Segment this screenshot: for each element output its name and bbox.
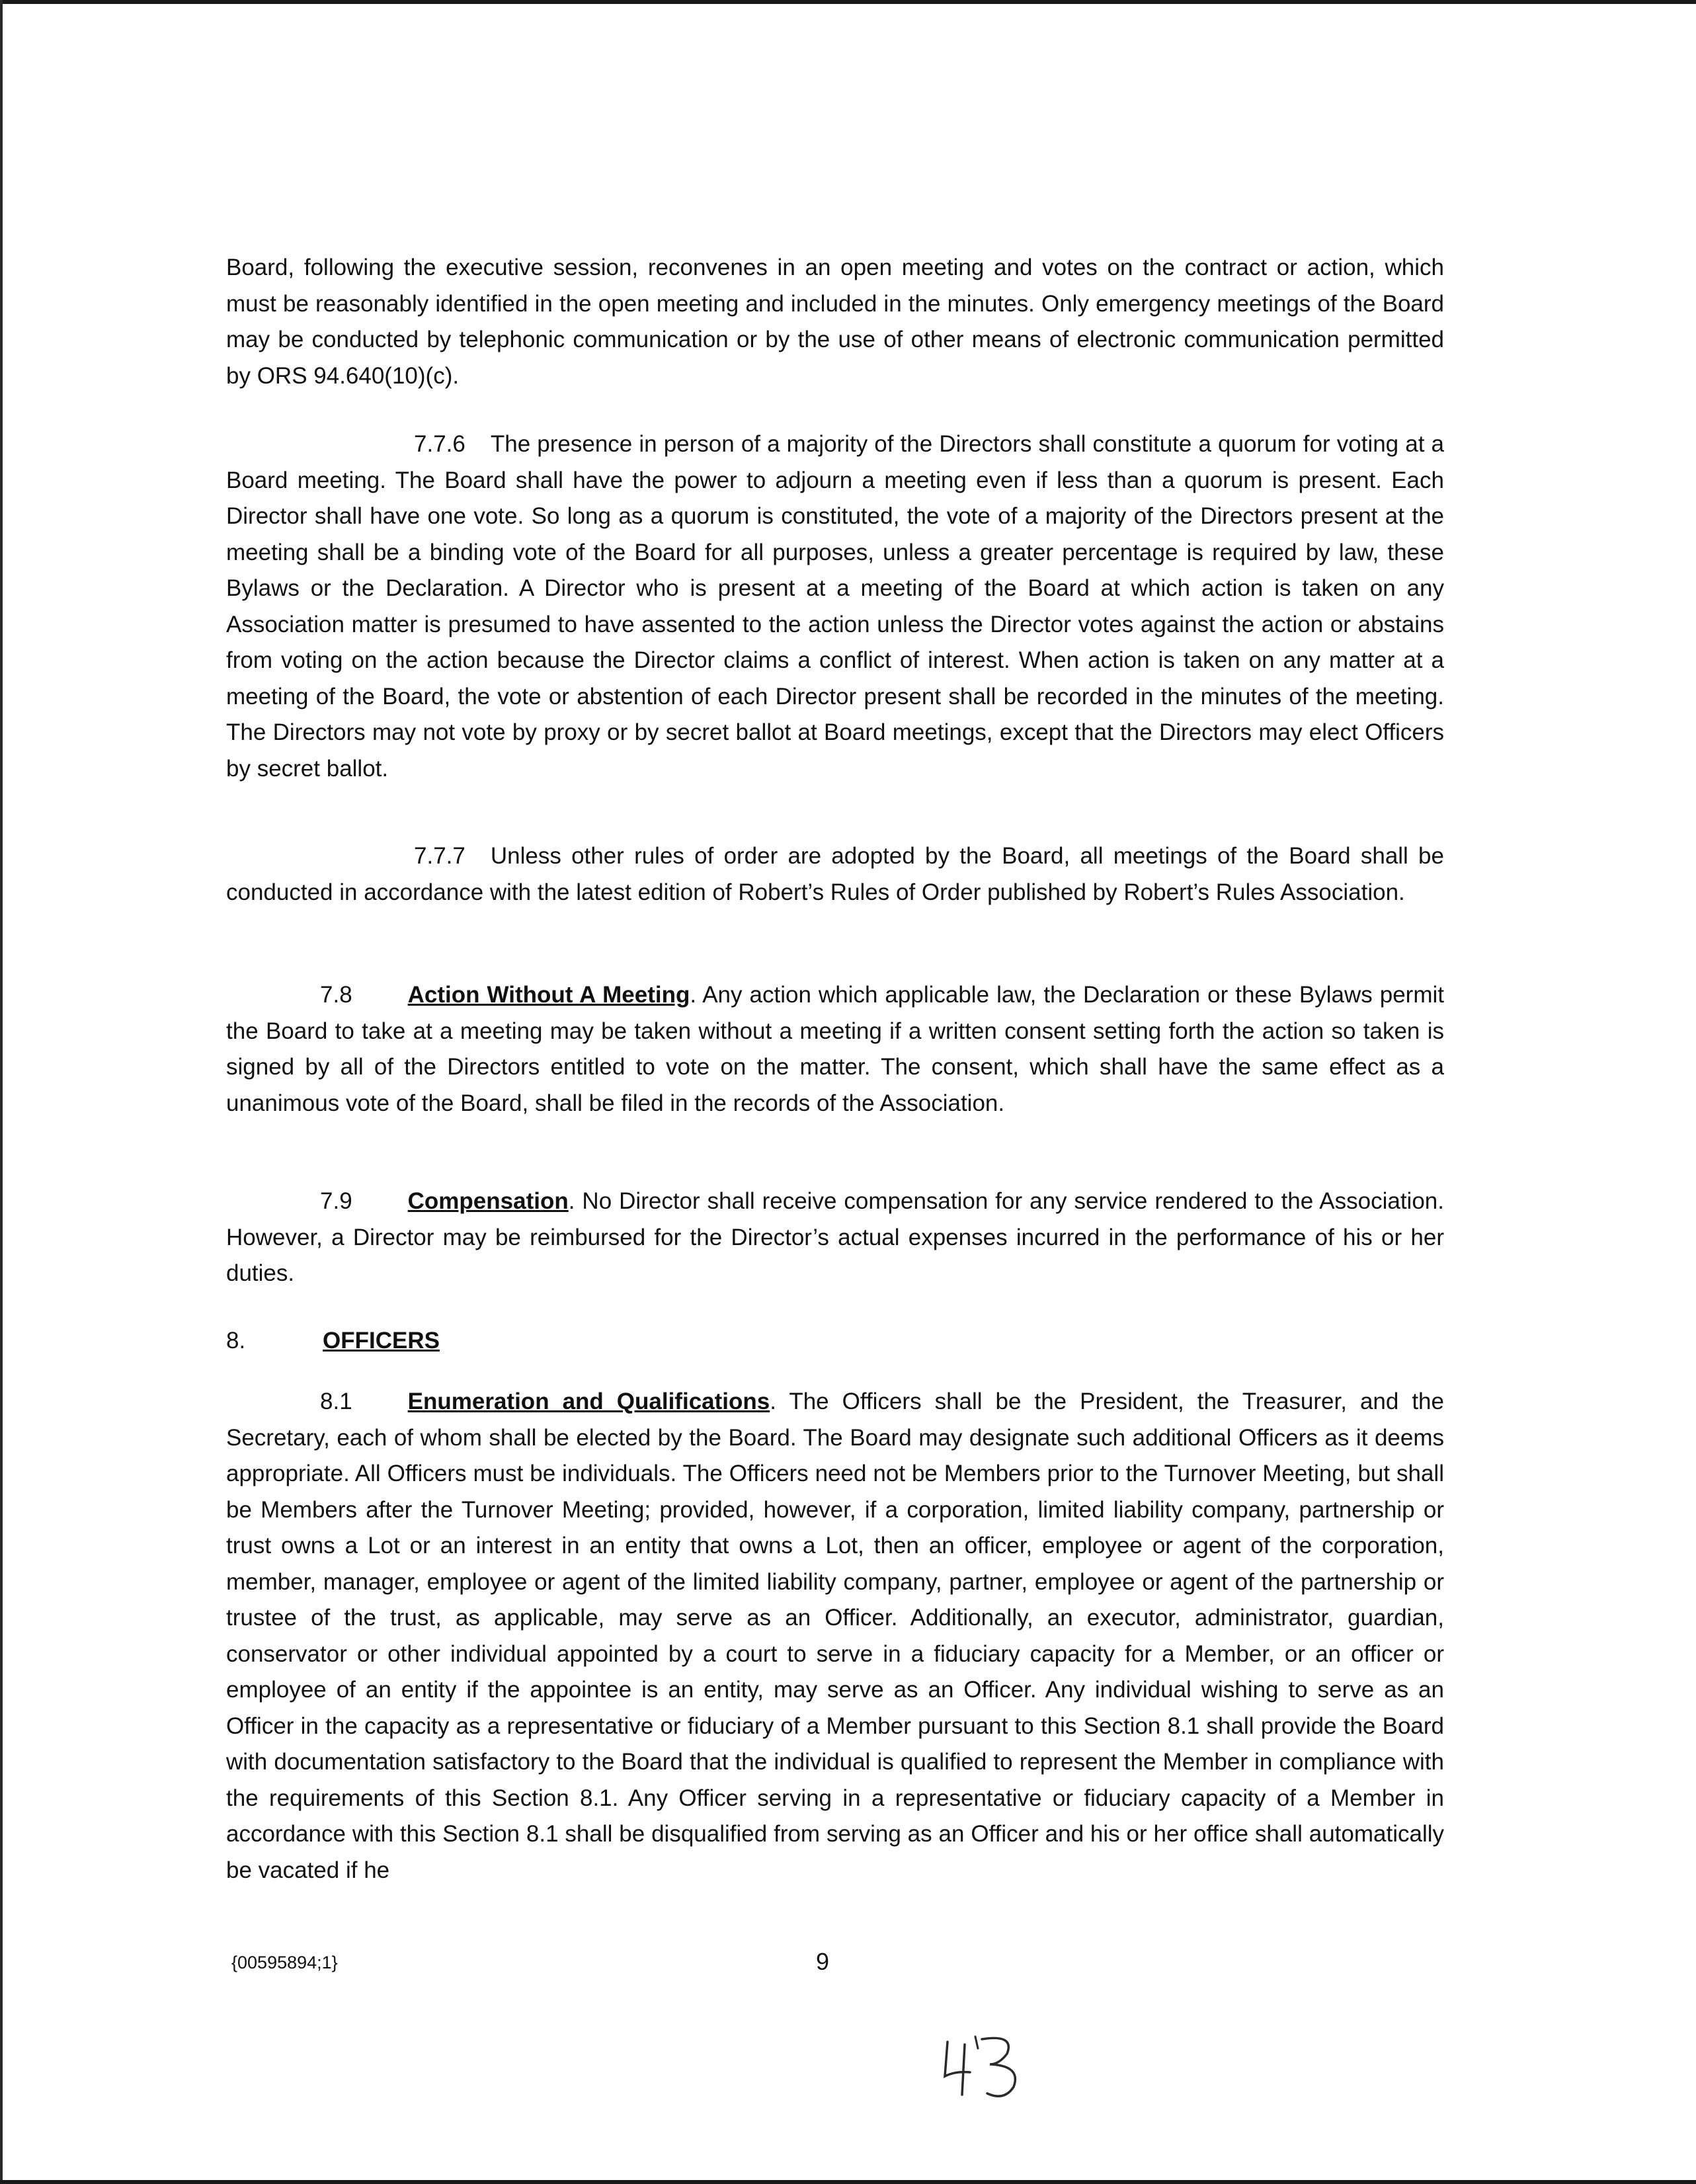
section-7-7-6 [226,426,1444,787]
section-text: The presence in person of a majority of the Directors shall constitute a quorum for voting at a Board meeting. The Board shall have the power to adjourn a meeting even if less than a quorum is present. Each Director shall have one vote. So long as a quorum is constituted, the vote of a majority of the Directors present at the meeting shall be a binding vote of the Board for all purposes, unless a greater percentage is required by law, these Bylaws or the Declaration. A Director who is present at a meeting of the Board at which action is taken on any Association matter is presumed to have assented to the action unless the Director votes against the action or abstains from voting on the action because the Director claims a conflict of interest. When action is taken on any matter at a meeting of the Board, the vote or abstention of each Director present shall be recorded in the minutes of the meeting. The Directors may not vote by proxy or by secret ballot at Board meetings, except that the Directors may elect Officers by secret ballot. [226,431,1444,782]
scan-border-top [0,0,1696,4]
section-title: Action Without A Meeting [407,982,690,1008]
section-number: 7.7.6 [414,431,465,457]
document-id: {00595894;1} [231,1953,338,1972]
section-number: 7.8 [320,982,352,1008]
paragraph-continued [226,250,1444,394]
section-text: . Any action which applicable law, the Declaration or these Bylaws permit the Board to take at a meeting may be taken without a meeting if a written consent setting forth the action so taken is signed by all of the Directors entitled to vote on the matter. The consent, which shall have the same effect as a unanimous vote of the Board, shall be filed in the records of the Association. [226,982,1444,1116]
scan-border-left [0,0,3,2184]
section-number: 7.7.7 [414,843,465,869]
section-7-7-7 [226,838,1444,910]
page-number: 9 [816,1948,830,1975]
section-number: 7.9 [320,1188,352,1214]
handwritten-page-mark-icon [936,2030,1041,2103]
section-7-8 [226,977,1444,1121]
paragraph-text: Board, following the executive session, reconvenes in an open meeting and votes on the contract or action, which must be reasonably identified in the open meeting and included in the minutes. Only emergency meetings of the Board may be conducted by telephonic communication or by the use of other means of electronic communication permitted by ORS 94.640(10)(c). [226,255,1444,389]
section-8-1 [226,1384,1444,1888]
section-text: . The Officers shall be the President, the Treasurer, and the Secretary, each of whom shall be elected by the Board. The Board may designate such additional Officers as it deems appropriate. All Officers must be individuals. The Officers need not be Members prior to the Turnover Meeting, but shall be Members after the Turnover Meeting; provided, however, if a corporation, limited liability company, partnership or trust owns a Lot or an interest in an entity that owns a Lot, then an officer, employee or agent of the corporation, member, manager, employee or agent of the limited liability company, partner, employee or agent of the partnership or trustee of the trust, as applicable, may serve as an Officer. Additionally, an executor, administrator, guardian, conservator or other individual appointed by a court to serve in a fiduciary capacity for a Member, or an officer or employee of an entity if the appointee is an entity, may serve as an Officer. Any individual wishing to serve as an Officer in the capacity as a representative or fiduciary of a Member pursuant to this Section 8.1 shall provide the Board with documentation satisfactory to the Board that the individual is qualified to represent the Member in compliance with the requirements of this Section 8.1. Any Officer serving in a representative or fiduciary capacity of a Member in accordance with this Section 8.1 shall be disqualified from serving as an Officer and his or her office shall automatically be vacated if he [226,1389,1444,1883]
article-number: 8. [226,1328,246,1354]
section-number: 8.1 [320,1389,352,1414]
section-title: Compensation [407,1188,569,1214]
section-7-9 [226,1184,1444,1292]
article-title: OFFICERS [323,1328,440,1354]
section-text: Unless other rules of order are adopted by the Board, all meetings of the Board shall be conducted in accordance with the latest edition of Robert’s Rules of Order published by Robert’s Rules Association. [226,843,1444,905]
scan-border-bottom [0,2180,1696,2184]
section-title: Enumeration and Qualifications [407,1389,770,1414]
section-text: . No Director shall receive compensation for any service rendered to the Association. However, a Director may be reimbursed for the Director’s actual expenses incurred in the performance of his or her duties. [226,1188,1444,1286]
